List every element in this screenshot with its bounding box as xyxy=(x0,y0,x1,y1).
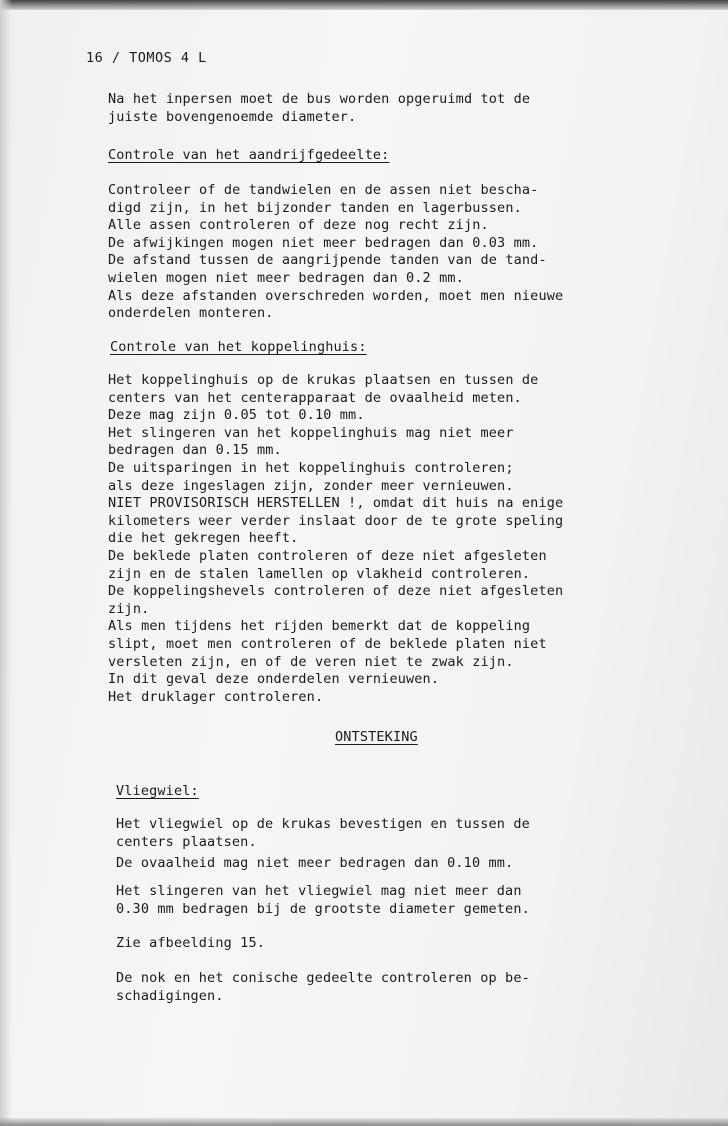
text-line: Het druklager controleren. xyxy=(108,688,324,705)
text-line: De koppelingshevels controleren of deze niet afgesleten xyxy=(108,583,564,600)
text-line: NIET PROVISORISCH HERSTELLEN !, omdat dit huis na enige xyxy=(108,495,564,512)
text-line: De ovaalheid mag niet meer bedragen dan 0.10 mm. xyxy=(116,855,514,871)
vliegwiel-paragraph-3 xyxy=(116,883,530,918)
section-heading-vliegwiel: Vliegwiel: xyxy=(116,783,199,799)
text-line: die het gekregen heeft. xyxy=(108,530,299,547)
text-line: Als men tijdens het rijden bemerkt dat de koppeling xyxy=(108,618,531,635)
text-line: Het vliegwiel op de krukas bevestigen en tussen de xyxy=(116,816,530,832)
text-line: De uitsparingen in het koppelinghuis controleren; xyxy=(108,459,514,476)
text-line: In dit geval deze onderdelen vernieuwen. xyxy=(108,671,440,688)
text-line: digd zijn, in het bijzonder tanden en lagerbussen. xyxy=(108,199,522,216)
text-line: zijn. xyxy=(108,600,150,617)
text-line: Het slingeren van het koppelinghuis mag niet meer xyxy=(108,424,514,441)
text-line: als deze ingeslagen zijn, zonder meer vernieuwen. xyxy=(108,477,514,494)
text-line: De beklede platen controleren of deze niet afgesleten xyxy=(108,547,547,564)
text-line: De nok en het conische gedeelte controleren op be- xyxy=(116,970,530,986)
intro-paragraph xyxy=(108,91,530,126)
text-line: Na het inpersen moet de bus worden opgeruimd tot de xyxy=(108,91,531,107)
text-line: bedragen dan 0.15 mm. xyxy=(108,442,282,459)
text-line: schadigingen. xyxy=(116,987,224,1004)
text-line: zijn en de stalen lamellen op vlakheid controleren. xyxy=(108,565,531,582)
text-line: De afstand tussen de aangrijpende tanden van de tand- xyxy=(108,252,547,269)
text-line: wielen mogen niet meer bedragen dan 0.2 mm. xyxy=(108,269,464,286)
section-heading-ontsteking: ONTSTEKING xyxy=(335,729,418,745)
text-line: kilometers weer verder inslaat door de te grote speling xyxy=(108,512,564,529)
page-header: 16 / TOMOS 4 L xyxy=(86,50,207,66)
section-heading-koppelinghuis: Controle van het koppelinghuis: xyxy=(110,339,367,355)
text-line: juiste bovengenoemde diameter. xyxy=(108,108,357,125)
section-body-aandrijfgedeelte xyxy=(108,182,563,323)
text-line: onderdelen monteren. xyxy=(108,305,274,322)
vliegwiel-paragraph-4 xyxy=(116,935,265,953)
section-body-koppelinghuis xyxy=(108,372,563,706)
vliegwiel-paragraph-2 xyxy=(116,855,513,873)
vliegwiel-paragraph-1 xyxy=(116,816,530,851)
text-line: versleten zijn, en of de veren niet te zwak zijn. xyxy=(108,653,514,670)
text-line: Als deze afstanden overschreden worden, moet men nieuwe xyxy=(108,287,564,304)
text-line: Het slingeren van het vliegwiel mag niet meer dan xyxy=(116,883,522,899)
text-line: slipt, moet men controleren of de beklede platen niet xyxy=(108,635,547,652)
text-line: Het koppelinghuis op de krukas plaatsen en tussen de xyxy=(108,372,539,388)
scan-edge-left xyxy=(0,0,12,1126)
vliegwiel-paragraph-5 xyxy=(116,970,530,1005)
text-line: Controleer of de tandwielen en de assen niet bescha- xyxy=(108,182,539,198)
text-line: Zie afbeelding 15. xyxy=(116,935,265,951)
scan-edge-top xyxy=(0,0,728,10)
text-line: De afwijkingen mogen niet meer bedragen dan 0.03 mm. xyxy=(108,234,539,251)
text-line: 0.30 mm bedragen bij de grootste diameter gemeten. xyxy=(116,900,530,917)
scan-edge-bottom xyxy=(0,1118,728,1126)
text-line: centers van het centerapparaat de ovaalheid meten. xyxy=(108,389,522,406)
text-line: centers plaatsen. xyxy=(116,833,257,850)
section-heading-aandrijfgedeelte: Controle van het aandrijfgedeelte: xyxy=(108,147,390,163)
text-line: Alle assen controleren of deze nog recht zijn. xyxy=(108,217,489,234)
text-line: Deze mag zijn 0.05 tot 0.10 mm. xyxy=(108,407,365,424)
